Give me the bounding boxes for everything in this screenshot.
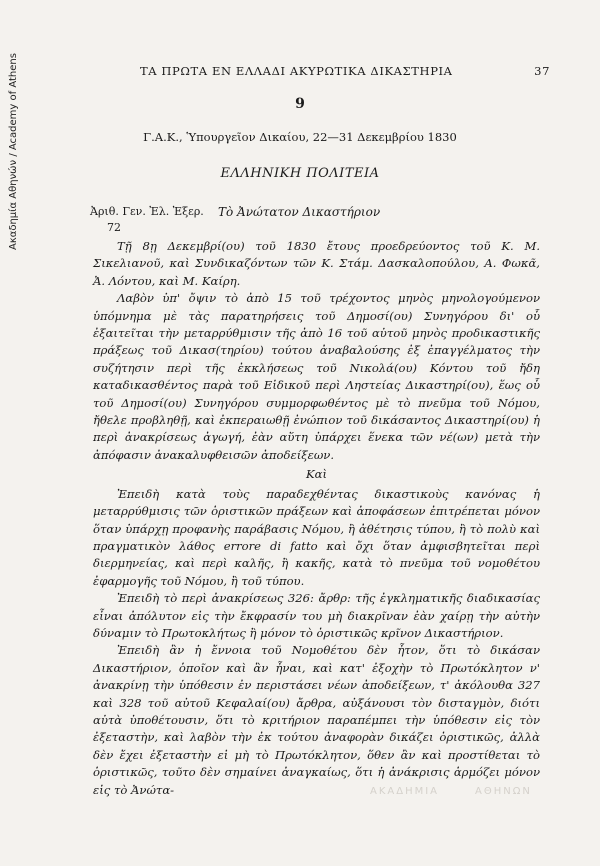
document-body: [93, 238, 540, 799]
reference-label: Ἀριθ. Γεν. Ἐλ. Ἐξερ.: [90, 205, 204, 218]
paragraph-connector: Καὶ: [305, 467, 328, 482]
running-title: ΤΑ ΠΡΩΤΑ ΕΝ ΕΛΛΑΔΙ ΑΚΥΡΩΤΙΚΑ ΔΙΚΑΣΤΗΡΙΑ: [140, 64, 453, 78]
paragraph: Τῇ 8ῃ Δεκεμβρί(ου) τοῦ 1830 ἔτους προεδρεύοντος τοῦ Κ. Μ. Σικελιανοῦ, καὶ Συνδικαζόντων τῶν Κ. Στάμ. Δασκαλοπούλου, Α. Φωκᾶ, Ἀ. Λόντου, καὶ Μ. Καίρη.: [93, 239, 540, 288]
academy-stamp-watermark: [370, 772, 540, 812]
running-header: [140, 64, 550, 82]
side-watermark: Ακαδημία Αθηνών / Academy of Athens: [8, 53, 19, 250]
paragraph: Λαβὸν ὑπ' ὄψιν τὸ ἀπὸ 15 τοῦ τρέχοντος μηνὸς μηνολογούμενον ὑπόμνημα μὲ τὰς παρατηρήσεις τοῦ Δημοσί(ου) Συνηγόρου δι' οὗ ἐξαιτεῖται τὴν μεταρρύθμισιν τῆς ἀπὸ 16 τοῦ αὐτοῦ μηνὸς προδικαστικῆς πράξεως τοῦ Δικασ(τηρίου) τούτου ἀναβαλούσης ἐξ ἐπαγγέλματος τὴν συζήτησιν περὶ τῆς ἐκκλήσεως τοῦ Νικολά(ου) Κόντου τοῦ ἤδη καταδικασθέντος παρὰ τοῦ Εἰδικοῦ περὶ Ληστείας Δικαστηρί(ου), ἕως οὗ τοῦ Δημοσί(ου) Συνηγόρου συμμορφωθέντος μὲ τὸ πνεῦμα τοῦ Νόμου, ἤθελε προβληθῇ, καὶ ἐκπεραιωθῇ ἐνώπιον τοῦ δικάσαντος Δικαστηρί(ου) ἡ περὶ ἀνακρίσεως ἀγωγή, ἐὰν αὕτη ὑπάρχει ἕνεκα τῶν νέ(ων) μετὰ τὴν ἀπόφασιν ἀνακαλυφθεισῶν ἀποδείξεων.: [93, 291, 540, 462]
stamp-text-left: ΑΚΑΔΗΜΙΑ: [370, 786, 440, 797]
paragraph: Ἐπειδὴ κατὰ τοὺς παραδεχθέντας δικαστικοὺς κανόνας ἡ μεταρρύθμισις τῶν ὁριστικῶν πράξεων καὶ ἀποφάσεων ἐπιτρέπεται μόνον ὅταν ὑπάρχῃ προφανὴς παράβασις Νόμου, ἢ ἀθέτησις τύπου, ἢ τὸ πολὺ καὶ πραγματικὸν λάθος errore di fatto καὶ ὄχι ὅταν ἀμφισβητεῖται περὶ διερμηνείας, καὶ περὶ καλῆς, ἢ κακῆς, κατὰ τὸ πνεῦμα τοῦ νομοθέτου ἐφαρμογῆς τοῦ Νόμου, ἢ τοῦ τύπου.: [93, 486, 540, 588]
reference-number: 72: [107, 221, 121, 234]
state-title: ΕΛΛΗΝΙΚΗ ΠΟΛΙΤΕΙΑ: [220, 166, 380, 181]
paragraph: Ἐπειδὴ ἂν ἡ ἔννοια τοῦ Νομοθέτου δὲν ἦτον, ὅτι τὸ δικάσαν Δικαστήριον, ὁποῖον καὶ ἂν ἦναι, καὶ κατ' ἐξοχὴν τὸ Πρωτόκλητον ν' ἀνακρίνῃ τὴν ὑπόθεσιν ἐν περιστάσει νέων ἀποδείξεων, τ' ἀκόλουθα 327 καὶ 328 τοῦ αὐτοῦ Κεφαλαί(ου) ἄρθρα, αὐξάνουσι τὸν δισταγμὸν, διότι αὐτὰ ὑποθέτουσιν, ὅτι τὸ κριτήριον παραπέμπει τὴν ὑπόθεσιν εἰς τὸν ἐξεταστὴν, καὶ λαβὸν τὴν ἐκ τούτου ἀναφορὰν δικάζει ὁριστικῶς, ἀλλὰ δὲν ἔχει ἐξεταστὴν εἰ μὴ τὸ Πρωτόκλητον, ὅθεν ἂν καὶ προστίθεται τὸ ὁριστικῶς, τοῦτο δὲν σημαίνει ἀναγκαίως, ὅτι ἡ ἀνάκρισις ἁρμόζει μόνον εἰς τὸ Ἀνώτα-: [93, 643, 540, 797]
document-number: 9: [295, 96, 305, 112]
page-number: 37: [534, 64, 550, 78]
source-line: Γ.Α.Κ., Ὑπουργεῖον Δικαίου, 22—31 Δεκεμβρίου 1830: [143, 130, 457, 144]
stamp-text-right: ΑΘΗΝΩΝ: [475, 786, 532, 797]
paragraph: Ἐπειδὴ τὸ περὶ ἀνακρίσεως 326: ἄρθρ: τῆς ἐγκληματικῆς διαδικασίας εἶναι ἀπόλυτον εἰς τὴν ἔκφρασίν του μὴ διακρῖναν ἐὰν χαίρῃ τὴν αὐτὴν δύναμιν τὸ Πρωτοκλήτως ἢ μόνον τὸ ὁριστικῶς κρῖνον Δικαστήριον.: [93, 591, 540, 640]
court-title: Τὸ Ἀνώτατον Δικαστήριον: [218, 205, 381, 219]
